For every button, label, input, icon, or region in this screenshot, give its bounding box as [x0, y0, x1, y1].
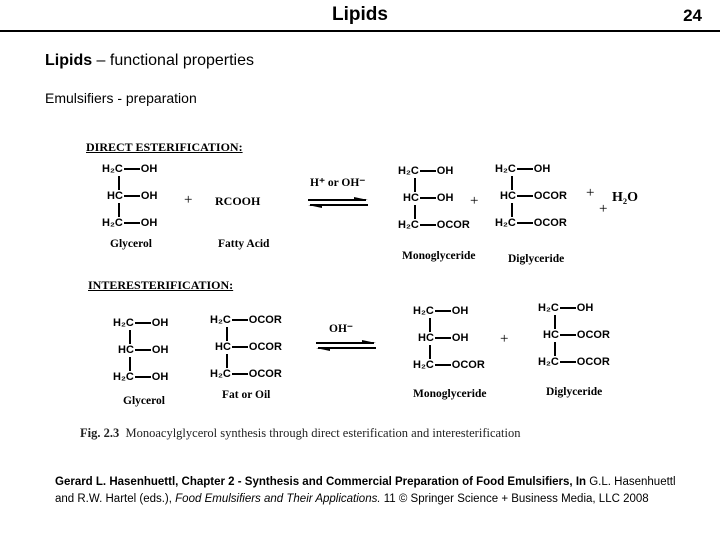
substituent: OH: [451, 332, 469, 344]
carbon-group: HC: [403, 192, 419, 204]
substituent: OH: [140, 190, 158, 202]
bond-vertical: [118, 176, 120, 190]
citation: [55, 474, 695, 508]
fat-or-oil-caption: Fat or Oil: [222, 389, 271, 401]
glycerol-caption: Glycerol: [123, 395, 165, 407]
carbon-group: H₂C: [398, 219, 419, 231]
carbon-group: H₂C: [538, 302, 559, 314]
substituent: OCOR: [436, 219, 470, 231]
reaction-figure: [80, 135, 650, 445]
citation-book-title: Food Emulsifiers and Their Applications.: [175, 493, 381, 505]
plus-sign: +: [586, 185, 595, 201]
carbon-group: HC: [500, 190, 516, 202]
heading-rest: – functional properties: [92, 52, 254, 69]
citation-editors: G.L. Hasenhuettl: [586, 476, 676, 488]
substituent: OH: [151, 317, 169, 329]
plus-sign: +: [184, 192, 193, 208]
carbon-group: HC: [118, 344, 134, 356]
citation-bold: Gerard L. Hasenhuettl, Chapter 2 - Synthesis and Commercial Preparation of Food Emulsifiers, In: [55, 476, 587, 488]
bond-vertical: [118, 203, 120, 217]
monoglyceride-structure: [413, 305, 503, 375]
carbon-group: HC: [215, 341, 231, 353]
carbon-group: H₂C: [113, 317, 134, 329]
carbon-group: HC: [418, 332, 434, 344]
direct-esterification-label: DIRECT ESTERIFICATION:: [86, 140, 243, 154]
substituent: OCOR: [248, 314, 282, 326]
substituent: OCOR: [248, 341, 282, 353]
slide-title: Lipids: [332, 4, 388, 25]
carbon-group: H₂C: [210, 314, 231, 326]
water-formula: H₂O: [612, 190, 638, 205]
substituent: OCOR: [576, 329, 610, 341]
substituent: OCOR: [248, 368, 282, 380]
section-heading: [45, 52, 254, 70]
carbon-group: H₂C: [102, 217, 123, 229]
figure-number: Fig. 2.3: [80, 426, 120, 440]
glycerol-caption: Glycerol: [110, 238, 152, 250]
carbon-group: H₂C: [495, 163, 516, 175]
substituent: OH: [151, 344, 169, 356]
plus-sign: +: [500, 331, 509, 347]
diglyceride-structure: [538, 302, 628, 372]
citation-publisher: 11 © Springer Science + Business Media, LLC 2008: [380, 493, 649, 505]
catalyst-label: H⁺ or OH⁻: [310, 177, 366, 189]
carbon-group: H₂C: [413, 359, 434, 371]
carbon-group: HC: [107, 190, 123, 202]
monoglyceride-caption: Monoglyceride: [402, 250, 476, 262]
diglyceride-caption: Diglyceride: [546, 386, 603, 398]
substituent: OCOR: [533, 217, 567, 229]
page-number: 24: [683, 6, 702, 25]
carbon-group: H₂C: [210, 368, 231, 380]
heading-bold: Lipids: [45, 52, 93, 69]
equilibrium-arrow-icon: [308, 197, 368, 209]
diglyceride-structure: [495, 163, 585, 233]
fatty-acid-formula: RCOOH: [215, 194, 261, 208]
subheading: Emulsifiers - preparation: [45, 90, 197, 106]
carbon-group: H₂C: [102, 163, 123, 175]
catalyst-label: OH⁻: [329, 323, 353, 335]
citation-editors-2: and R.W. Hartel (eds.),: [55, 493, 176, 505]
substituent: OH: [576, 302, 594, 314]
diglyceride-caption: Diglyceride: [508, 253, 565, 265]
fatty-acid-caption: Fatty Acid: [218, 238, 270, 250]
substituent: OH: [451, 305, 469, 317]
substituent: OH: [436, 192, 454, 204]
substituent: OH: [436, 165, 454, 177]
carbon-group: HC: [543, 329, 559, 341]
interesterification-label: INTERESTERIFICATION:: [88, 278, 234, 292]
monoglyceride-caption: Monoglyceride: [413, 388, 487, 400]
plus-sign: +: [470, 193, 479, 209]
title-divider: [0, 30, 720, 32]
carbon-group: H₂C: [413, 305, 434, 317]
carbon-group: H₂C: [538, 356, 559, 368]
substituent: OCOR: [451, 359, 485, 371]
figure-caption: [80, 426, 521, 441]
fat-or-oil-structure: [210, 314, 300, 384]
substituent: OH: [140, 217, 158, 229]
glycerol-structure: [113, 317, 183, 387]
equilibrium-arrow-icon: [316, 340, 376, 352]
carbon-group: H₂C: [495, 217, 516, 229]
substituent: OH: [140, 163, 158, 175]
substituent: OH: [151, 371, 169, 383]
substituent: OH: [533, 163, 551, 175]
plus-sign: +: [599, 201, 608, 217]
glycerol-structure: [102, 163, 172, 233]
carbon-group: H₂C: [398, 165, 419, 177]
figure-caption-text: Monoacylglycerol synthesis through direct esterification and interesterification: [125, 426, 521, 440]
carbon-group: H₂C: [113, 371, 134, 383]
substituent: OCOR: [533, 190, 567, 202]
substituent: OCOR: [576, 356, 610, 368]
